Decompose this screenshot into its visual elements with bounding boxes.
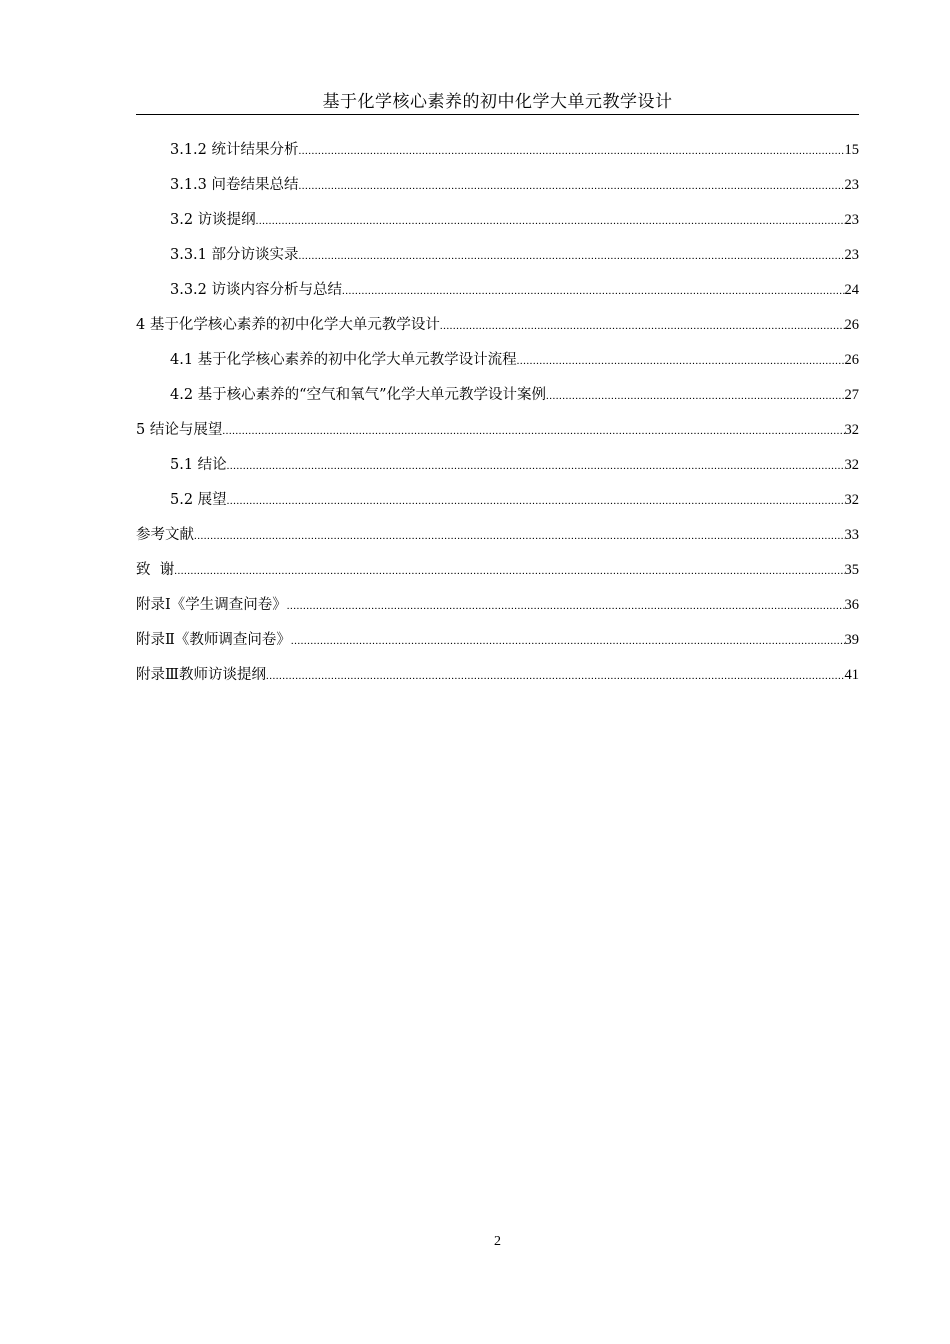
toc-entry-title: 3.3.1 部分访谈实录: [170, 247, 299, 263]
toc-entry-title: 3.1.2 统计结果分析: [170, 142, 299, 158]
toc-entry-page: 26: [844, 317, 859, 333]
toc-entry-page: 33: [844, 527, 859, 543]
toc-entry-title: 3.1.3 问卷结果总结: [170, 177, 299, 193]
toc-leader-dots: [287, 593, 845, 619]
toc-entry-page: 24: [844, 282, 859, 298]
toc-entry-title: 5.1 结论: [170, 457, 227, 473]
toc-entry-title: 4.2 基于核心素养的“空气和氧气”化学大单元教学设计案例: [170, 387, 546, 403]
toc-entry-page: 23: [844, 177, 859, 193]
toc-leader-dots: [291, 628, 845, 654]
toc-leader-dots: [546, 383, 845, 409]
toc-entry[interactable]: [136, 662, 859, 697]
toc-leader-dots: [517, 348, 845, 374]
toc-leader-dots: [266, 663, 845, 689]
toc-entry[interactable]: [136, 627, 859, 662]
toc-leader-dots: [299, 173, 845, 199]
toc-leader-dots: [342, 278, 844, 304]
toc-entry-title: 4.1 基于化学核心素养的初中化学大单元教学设计流程: [170, 352, 517, 368]
toc-entry-page: 32: [844, 422, 859, 438]
toc-entry-page: 32: [844, 492, 859, 508]
toc-entry-title: 致 谢: [136, 562, 175, 578]
toc-entry-title: 附录Ⅲ教师访谈提纲: [136, 667, 266, 683]
toc-entry[interactable]: [136, 487, 859, 522]
document-title: 基于化学核心素养的初中化学大单元教学设计: [322, 92, 673, 112]
toc-entry[interactable]: [136, 137, 859, 172]
toc-entry-title: 3.2 访谈提纲: [170, 212, 256, 228]
toc-entry[interactable]: [136, 522, 859, 557]
toc-entry-page: 36: [844, 597, 859, 613]
page-header: [136, 90, 859, 115]
toc-entry-title: 5.2 展望: [170, 492, 227, 508]
toc-entry[interactable]: [136, 592, 859, 627]
toc-entry[interactable]: [136, 242, 859, 277]
toc-entry-page: 41: [844, 667, 859, 683]
toc-leader-dots: [222, 418, 844, 444]
toc-entry[interactable]: [136, 382, 859, 417]
toc-entry-page: 23: [844, 212, 859, 228]
page-number: 2: [494, 1234, 501, 1249]
toc-entry[interactable]: [136, 172, 859, 207]
toc-entry-page: 35: [844, 562, 859, 578]
table-of-contents: [136, 137, 859, 697]
toc-entry-title: 5 结论与展望: [136, 422, 223, 438]
toc-entry-page: 32: [844, 457, 859, 473]
toc-entry[interactable]: [136, 207, 859, 242]
toc-entry[interactable]: [136, 277, 859, 312]
toc-leader-dots: [299, 243, 845, 269]
toc-entry-title: 附录Ⅰ《学生调查问卷》: [136, 597, 287, 613]
toc-entry-page: 26: [844, 352, 859, 368]
toc-entry-title: 3.3.2 访谈内容分析与总结: [170, 282, 343, 298]
toc-leader-dots: [440, 313, 845, 339]
toc-leader-dots: [256, 208, 845, 234]
toc-entry-page: 23: [844, 247, 859, 263]
toc-leader-dots: [299, 138, 845, 164]
toc-entry[interactable]: [136, 417, 859, 452]
toc-leader-dots: [227, 488, 845, 514]
toc-entry[interactable]: [136, 557, 859, 592]
toc-entry-title: 4 基于化学核心素养的初中化学大单元教学设计: [136, 317, 440, 333]
toc-entry[interactable]: [136, 452, 859, 487]
toc-entry-title: 参考文献: [136, 527, 194, 543]
toc-leader-dots: [227, 453, 845, 479]
toc-entry-title: 附录Ⅱ《教师调查问卷》: [136, 632, 291, 648]
toc-entry[interactable]: [136, 347, 859, 382]
toc-entry[interactable]: [136, 312, 859, 347]
toc-entry-page: 15: [844, 142, 859, 158]
toc-entry-page: 39: [844, 632, 859, 648]
toc-leader-dots: [194, 523, 845, 549]
toc-leader-dots: [174, 558, 844, 584]
toc-entry-page: 27: [844, 387, 859, 403]
